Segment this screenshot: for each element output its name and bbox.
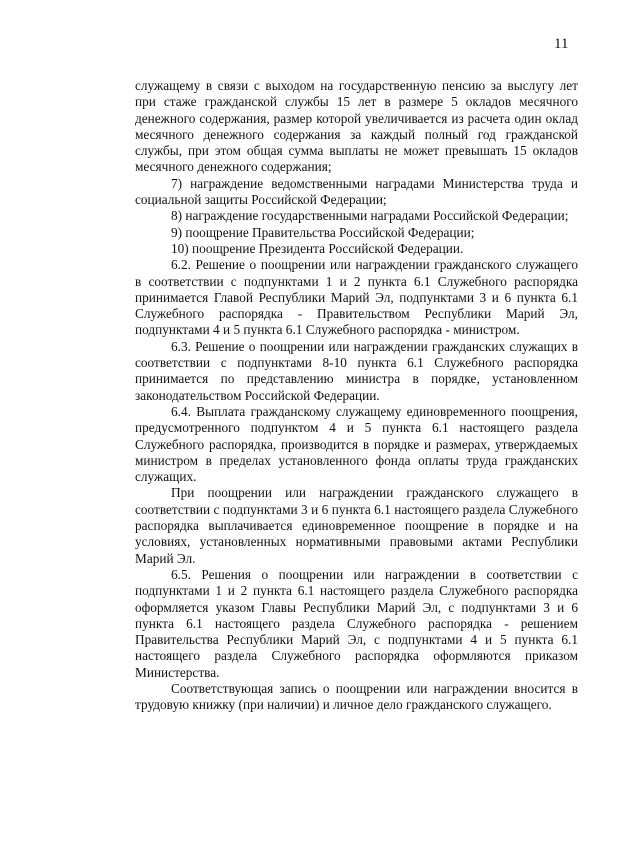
paragraph-6-2: 6.2. Решение о поощрении или награждении гражданского служащего в соответствии с подпунктами 1 и 2 пункта 6.1 Служебного распорядка принимается Главой Республики Марий Эл, подпунктами 3 и 6 пункта 6.1 Служебного распорядка - Правительством Республики Марий Эл, подпунктами 4 и 5 пункта 6.1 Служебного распорядка - министром. (135, 257, 578, 338)
paragraph-record-entry: Соответствующая запись о поощрении или награждении вносится в трудовую книжку (при наличии) и личное дело гражданского служащего. (135, 680, 578, 713)
paragraph-reward-payment: При поощрении или награждении гражданского служащего в соответствии с подпунктами 3 и 6 пункта 6.1 настоящего раздела Служебного распорядка выплачивается единовременное поощрение в порядке и на условиях, установленных нормативными правовыми актами Республики Марий Эл. (135, 485, 578, 566)
list-item-8: 8) награждение государственными наградами Российской Федерации; (171, 208, 569, 224)
list-item-7: 7) награждение ведомственными наградами Министерства труда и социальной защиты Российской Федерации; (135, 175, 578, 208)
page-number: 11 (554, 36, 569, 52)
paragraph-6-3: 6.3. Решение о поощрении или награждении гражданских служащих в соответствии с подпунктами 8-10 пункта 6.1 Служебного распорядка принимается по представлению министра в порядке, установленном законодательством Российской Федерации. (135, 338, 578, 403)
paragraph-continuation: служащему в связи с выходом на государственную пенсию за выслугу лет при стаже гражданской службы 15 лет в размере 5 окладов месячного денежного содержания, размер которой увеличивается из расчета один оклад месячного денежного содержания за каждый полный год гражданской службы, при этом общая сумма выплаты не может превышать 15 окладов месячного денежного содержания; (135, 78, 578, 175)
list-item-10: 10) поощрение Президента Российской Федерации. (171, 240, 464, 256)
document-body (135, 78, 578, 714)
paragraph-6-4: 6.4. Выплата гражданскому служащему единовременного поощрения, предусмотренного подпунктом 4 и 5 пункта 6.1 настоящего раздела Служебного распорядка, производится в порядке и размерах, утверждаемых министром в пределах установленного фонда оплаты труда гражданских служащих. (135, 403, 578, 485)
list-item-9: 9) поощрение Правительства Российской Федерации; (171, 224, 475, 240)
paragraph-6-5: 6.5. Решения о поощрении или награждении в соответствии с подпунктами 1 и 2 пункта 6.1 настоящего раздела Служебного распорядка оформляется указом Главы Республики Марий Эл, с подпунктами 3 и 6 пункта 6.1 настоящего раздела Служебного распорядка - решением Правительства Республики Марий Эл, с подпунктами 4 и 5 пункта 6.1 настоящего раздела Служебного распорядка оформляются приказом Министерства. (135, 566, 578, 680)
